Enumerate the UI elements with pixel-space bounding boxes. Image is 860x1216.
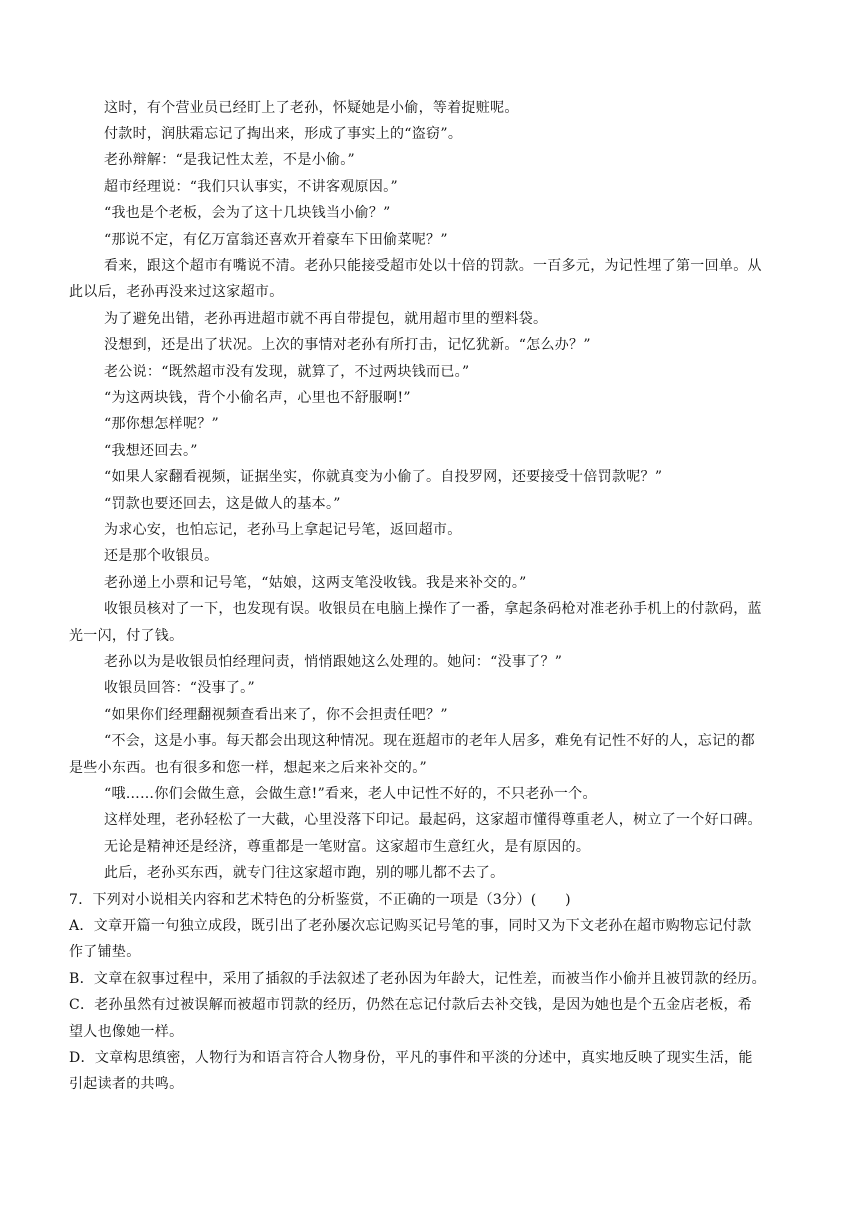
story-paragraph: 为了避免出错，老孙再进超市就不再自带提包，就用超市里的塑料袋。 (104, 311, 548, 327)
story-paragraph: 此后，老孙买东西，就专门往这家超市跑，别的哪儿都不去了。 (104, 865, 505, 881)
story-paragraph: 没想到，还是出了状况。上次的事情对老孙有所打击，记忆犹新。“怎么办？” (104, 337, 591, 353)
story-paragraph: 超市经理说：“我们只认事实，不讲客观原因。” (104, 179, 398, 195)
story-paragraph: 无论是精神还是经济，尊重都是一笔财富。这家超市生意红火，是有原因的。 (104, 839, 591, 855)
question-option-c-continuation: 望人也像她一样。 (69, 1024, 184, 1040)
story-paragraph: 为求心安，也怕忘记，老孙马上拿起记号笔，返回超市。 (104, 522, 462, 538)
story-paragraph: 这时，有个营业员已经盯上了老孙，怀疑她是小偷，等着捉赃呢。 (104, 100, 519, 116)
story-paragraph-continuation: 是些小东西。也有很多和您一样，想起来之后来补交的。” (69, 760, 427, 776)
story-paragraph: “如果你们经理翻视频查看出来了，你不会担责任吧？” (104, 707, 448, 723)
question-option-a-continuation: 作了铺垫。 (69, 944, 141, 960)
story-paragraph: 老孙以为是收银员怕经理问责，悄悄跟她这么处理的。她问：“没事了？” (104, 654, 563, 670)
question-option-d-continuation: 引起读者的共鸣。 (69, 1076, 184, 1092)
story-paragraph: 付款时，润肤霜忘记了掏出来，形成了事实上的“盗窃”。 (104, 126, 463, 142)
story-paragraph: “我想还回去。” (104, 443, 198, 459)
story-paragraph: “不会，这是小事。每天都会出现这种情况。现在逛超市的老年人居多，难免有记性不好的人，忘记的都 (104, 733, 755, 749)
story-paragraph: 还是那个收银员。 (104, 548, 219, 564)
story-paragraph: “为这两块钱，背个小偷名声，心里也不舒服啊!” (104, 390, 411, 406)
story-paragraph: 老孙递上小票和记号笔，“姑娘，这两支笔没收钱。我是来补交的。” (104, 575, 527, 591)
question-stem: 7．下列对小说相关内容和艺术特色的分析鉴赏，不正确的一项是（3分）( ) (69, 892, 571, 908)
story-paragraph-continuation: 光一闪，付了钱。 (69, 628, 184, 644)
story-paragraph: “那说不定，有亿万富翁还喜欢开着豪车下田偷菜呢？” (104, 232, 448, 248)
story-paragraph: “如果人家翻看视频，证据坐实，你就真变为小偷了。自投罗网，还要接受十倍罚款呢？” (104, 469, 663, 485)
story-paragraph: 老孙辩解：“是我记性太差，不是小偷。” (104, 152, 356, 168)
question-option-c: C．老孙虽然有过被误解而被超市罚款的经历，仍然在忘记付款后去补交钱，是因为她也是个五金店老板，希 (69, 997, 753, 1013)
story-paragraph: “哦……你们会做生意，会做生意!”看来，老人中记性不好的，不只老孙一个。 (104, 786, 597, 802)
story-paragraph: 收银员回答：“没事了。” (104, 680, 255, 696)
story-paragraph: “我也是个老板，会为了这十几块钱当小偷？” (104, 205, 391, 221)
story-paragraph: 看来，跟这个超市有嘴说不清。老孙只能接受超市处以十倍的罚款。一百多元，为记性埋了第一回单。从 (104, 258, 762, 274)
story-paragraph: 这样处理，老孙轻松了一大截，心里没落下印记。最起码，这家超市懂得尊重老人，树立了一个好口碑。 (104, 812, 762, 828)
story-paragraph: “那你想怎样呢？” (104, 416, 220, 432)
story-paragraph: 收银员核对了一下，也发现有误。收银员在电脑上操作了一番，拿起条码枪对准老孙手机上的付款码，蓝 (104, 601, 762, 617)
question-option-a: A．文章开篇一句独立成段，既引出了老孙屡次忘记购买记号笔的事，同时又为下文老孙在超市购物忘记付款 (69, 918, 752, 934)
story-paragraph: “罚款也要还回去，这是做人的基本。” (104, 496, 341, 512)
story-paragraph-continuation: 此以后，老孙再没来过这家超市。 (69, 284, 284, 300)
question-option-d: D．文章构思缜密，人物行为和语言符合人物身份，平凡的事件和平淡的分述中，真实地反映了现实生活，能 (69, 1050, 753, 1066)
question-option-b: B．文章在叙事过程中，采用了插叙的手法叙述了老孙因为年龄大，记性差，而被当作小偷并且被罚款的经历。 (69, 971, 766, 987)
story-paragraph: 老公说：“既然超市没有发现，就算了，不过两块钱而已。” (104, 364, 470, 380)
